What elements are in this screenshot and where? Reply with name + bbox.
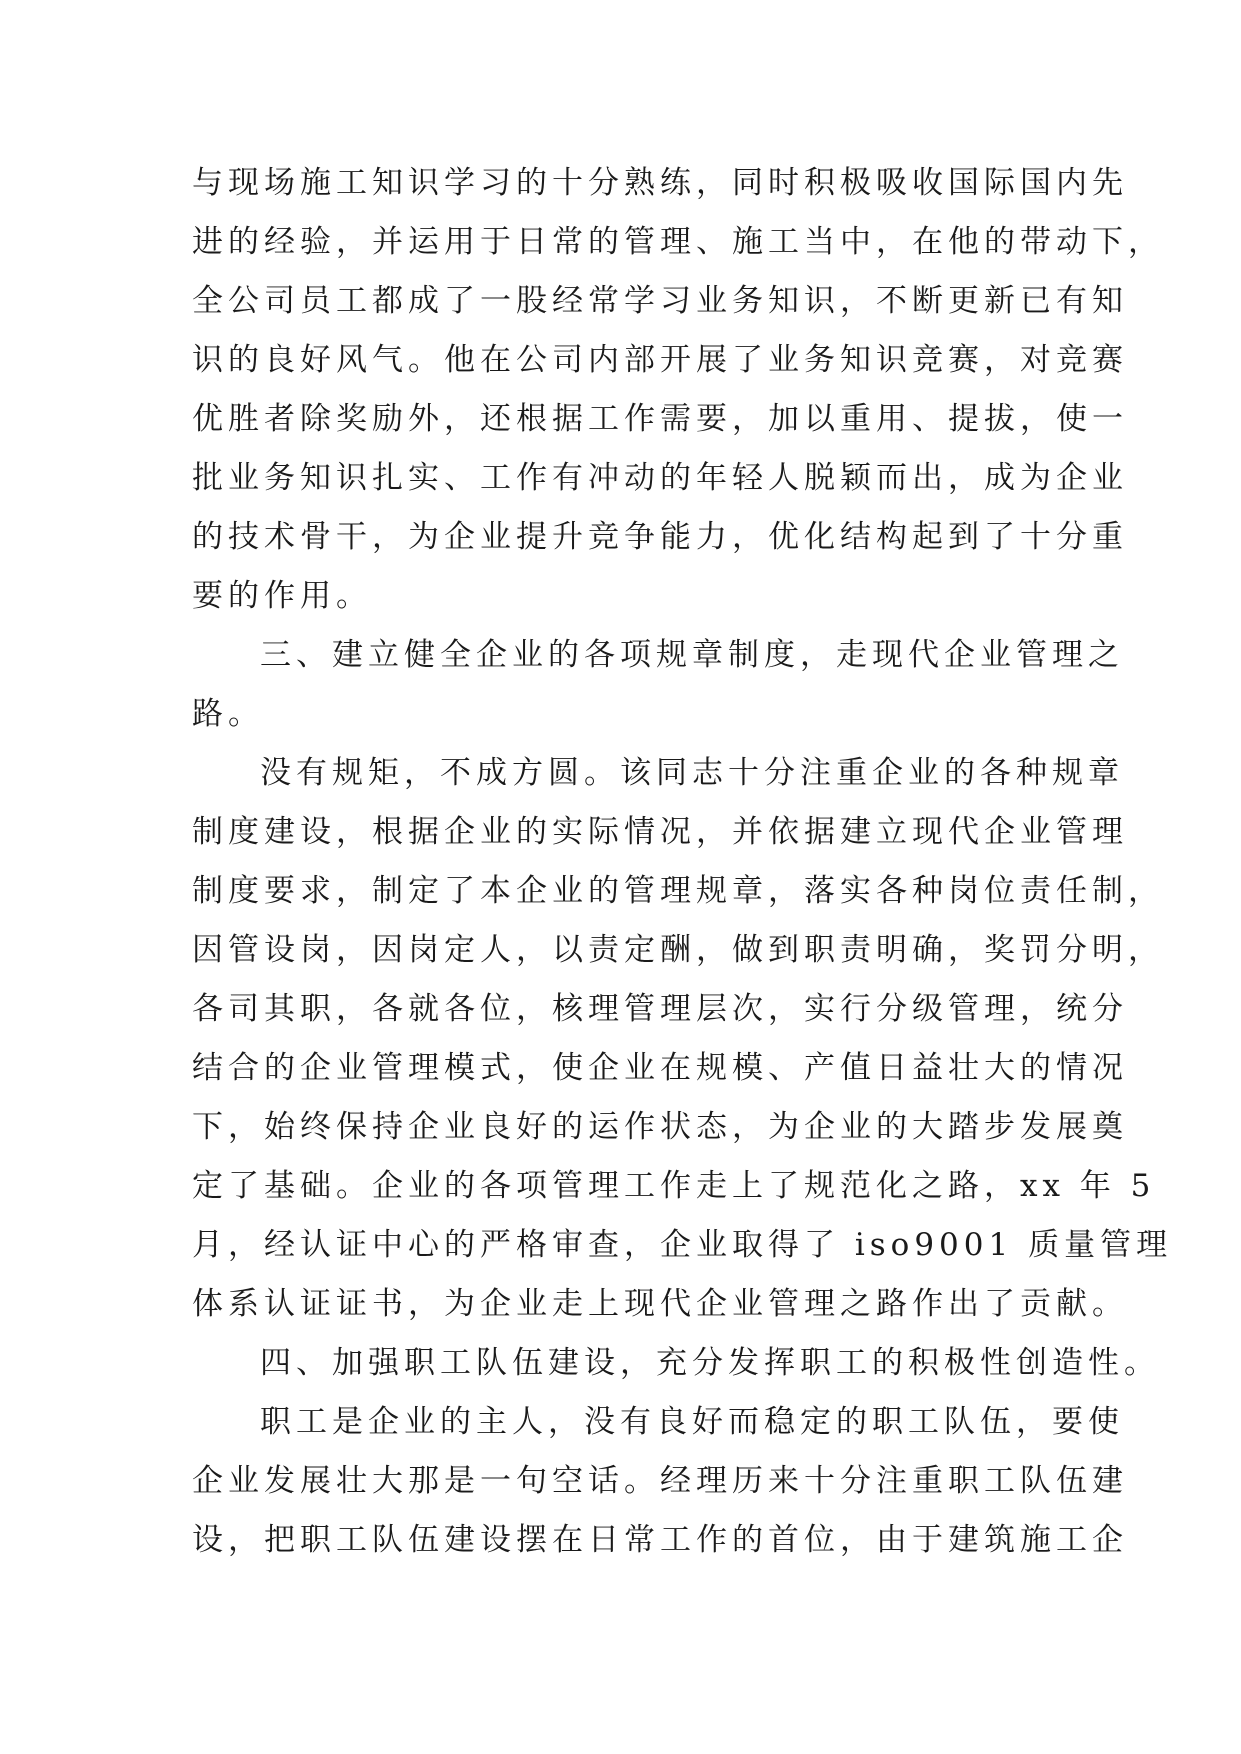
text-line: 定了基础。企业的各项管理工作走上了规范化之路，xx 年 5 [192,1168,1156,1204]
text-line: 的技术骨干，为企业提升竞争能力，优化结构起到了十分重 [192,519,1128,555]
text-line: 识的良好风气。他在公司内部开展了业务知识竞赛，对竞赛 [192,342,1128,378]
text-line: 路。 [192,696,264,732]
text-line: 企业发展壮大那是一句空话。经理历来十分注重职工队伍建 [192,1463,1128,1499]
text-line: 与现场施工知识学习的十分熟练，同时积极吸收国际国内先 [192,165,1128,201]
text-line: 制度建设，根据企业的实际情况，并依据建立现代企业管理 [192,814,1128,850]
text-line: 职工是企业的主人，没有良好而稳定的职工队伍，要使 [260,1404,1124,1440]
text-line: 制度要求，制定了本企业的管理规章，落实各种岗位责任制， [192,873,1164,909]
document-body [192,154,1173,1570]
text-line: 体系认证证书，为企业走上现代企业管理之路作出了贡献。 [192,1286,1128,1322]
text-line: 月，经认证中心的严格审查，企业取得了 iso9001 质量管理 [192,1227,1173,1263]
text-line: 进的经验，并运用于日常的管理、施工当中，在他的带动下， [192,224,1164,260]
text-line: 要的作用。 [192,578,372,614]
text-line: 批业务知识扎实、工作有冲动的年轻人脱颖而出，成为企业 [192,460,1128,496]
text-line: 各司其职，各就各位，核理管理层次，实行分级管理，统分 [192,991,1128,1027]
text-line: 设，把职工队伍建设摆在日常工作的首位，由于建筑施工企 [192,1522,1128,1558]
text-line: 结合的企业管理模式，使企业在规模、产值日益壮大的情况 [192,1050,1128,1086]
text-line: 全公司员工都成了一股经常学习业务知识，不断更新已有知 [192,283,1128,319]
text-line: 没有规矩，不成方圆。该同志十分注重企业的各种规章 [260,755,1124,791]
text-line: 因管设岗，因岗定人，以责定酬，做到职责明确，奖罚分明， [192,932,1164,968]
text-line: 三、建立健全企业的各项规章制度，走现代企业管理之 [260,637,1124,673]
text-line: 优胜者除奖励外，还根据工作需要，加以重用、提拔，使一 [192,401,1128,437]
text-line: 下，始终保持企业良好的运作状态，为企业的大踏步发展奠 [192,1109,1128,1145]
text-line: 四、加强职工队伍建设，充分发挥职工的积极性创造性。 [260,1345,1160,1381]
